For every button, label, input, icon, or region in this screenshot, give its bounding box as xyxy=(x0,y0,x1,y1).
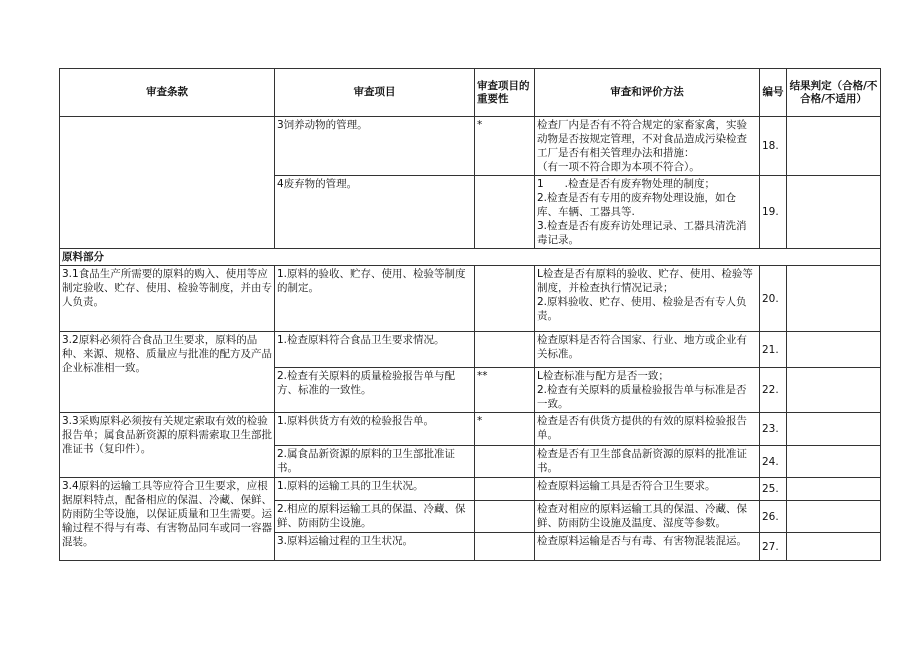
importance-cell: * xyxy=(475,413,535,446)
result-cell[interactable] xyxy=(787,176,881,249)
importance-cell xyxy=(475,478,535,501)
number-cell: 26. xyxy=(760,501,787,533)
number-cell: 24. xyxy=(760,446,787,478)
item-cell: 1.原料供货方有效的检验报告单。 xyxy=(275,413,475,446)
table-row xyxy=(60,117,881,176)
table-row xyxy=(60,332,881,368)
number-cell: 25. xyxy=(760,478,787,501)
item-cell: 2.相应的原料运输工具的保温、冷藏、保鲜、防雨防尘设施。 xyxy=(275,501,475,533)
item-cell: 2.检查有关原料的质量检验报告单与配方、标准的一致性。 xyxy=(275,368,475,413)
importance-cell: ** xyxy=(475,368,535,413)
result-cell[interactable] xyxy=(787,478,881,501)
result-cell[interactable] xyxy=(787,446,881,478)
clause-cell: 3.2原料必须符合食品卫生要求，原料的品种、来源、规格、质量应与批准的配方及产品企业标准相一致。 xyxy=(60,332,275,413)
method-cell: 1 .检查是否有废弃物处理的制度； 2.检查是否有专用的废弃物处理设施，如仓库、车辆、工器具等. 3.检查是否有废弃访处理记录、工器具清洗消毒记录。 xyxy=(535,176,760,249)
item-cell: 1.检查原料符合食品卫生要求情况。 xyxy=(275,332,475,368)
method-cell: L检查是否有原料的验收、贮存、使用、检验等制度，并检查执行情况记录； 2.原料验收、贮存、使用、检验是否有专人负责。 xyxy=(535,266,760,332)
method-cell: 检查是否有供货方提供的有效的原料检验报告单。 xyxy=(535,413,760,446)
importance-cell xyxy=(475,501,535,533)
item-cell: 3.原料运输过程的卫生状况。 xyxy=(275,533,475,561)
importance-cell xyxy=(475,332,535,368)
item-cell: 2.属食品新资源的原料的卫生部批准证书。 xyxy=(275,446,475,478)
table-row xyxy=(60,266,881,332)
importance-cell xyxy=(475,176,535,249)
clause-cell-empty xyxy=(60,117,275,249)
result-cell[interactable] xyxy=(787,266,881,332)
result-cell[interactable] xyxy=(787,413,881,446)
header-number: 编号 xyxy=(760,69,787,117)
table-row xyxy=(60,413,881,446)
importance-cell: * xyxy=(475,117,535,176)
number-cell: 23. xyxy=(760,413,787,446)
clause-cell: 3.3采购原料必须按有关规定索取有效的检验报告单；属食品新资源的原料需索取卫生部批准证书（复印件）。 xyxy=(60,413,275,478)
result-cell[interactable] xyxy=(787,368,881,413)
result-cell[interactable] xyxy=(787,501,881,533)
number-cell: 21. xyxy=(760,332,787,368)
importance-cell xyxy=(475,533,535,561)
section-row xyxy=(60,249,881,266)
number-cell: 27. xyxy=(760,533,787,561)
method-cell: 检查是否有卫生部食品新资源的原料的批准证书。 xyxy=(535,446,760,478)
audit-table xyxy=(59,68,881,561)
section-title: 原料部分 xyxy=(60,249,881,266)
number-cell: 20. xyxy=(760,266,787,332)
header-result: 结果判定（合格/不合格/不适用） xyxy=(787,69,881,117)
item-cell: 1.原料的运输工具的卫生状况。 xyxy=(275,478,475,501)
table-header-row xyxy=(60,69,881,117)
method-cell: 检查原料运输工具是否符合卫生要求。 xyxy=(535,478,760,501)
method-cell: 检查对相应的原料运输工具的保温、冷藏、保鲜、防雨防尘设施及温度、湿度等参数。 xyxy=(535,501,760,533)
method-cell: 检查原料运输是否与有毒、有害物混装混运。 xyxy=(535,533,760,561)
item-cell: 4废弃物的管理。 xyxy=(275,176,475,249)
number-cell: 18. xyxy=(760,117,787,176)
item-cell: 3饲养动物的管理。 xyxy=(275,117,475,176)
header-importance: 审查项目的重要性 xyxy=(475,69,535,117)
importance-cell xyxy=(475,446,535,478)
result-cell[interactable] xyxy=(787,533,881,561)
method-cell: 检查原料是否符合国家、行业、地方或企业有关标准。 xyxy=(535,332,760,368)
clause-cell: 3.1食品生产所需要的原料的购入、使用等应制定验收、贮存、使用、检验等制度，并由专人负责。 xyxy=(60,266,275,332)
header-clause: 审查条款 xyxy=(60,69,275,117)
number-cell: 22. xyxy=(760,368,787,413)
result-cell[interactable] xyxy=(787,332,881,368)
result-cell[interactable] xyxy=(787,117,881,176)
header-method: 审查和评价方法 xyxy=(535,69,760,117)
number-cell: 19. xyxy=(760,176,787,249)
header-item: 审查项目 xyxy=(275,69,475,117)
method-cell: L检查标准与配方是否一致； 2.检查有关原料的质量检验报告单与标准是否一致。 xyxy=(535,368,760,413)
item-cell: 1.原料的验收、贮存、使用、检验等制度的制定。 xyxy=(275,266,475,332)
method-cell: 检查厂内是否有不符合规定的家畜家禽，实验动物是否按规定管理，不对食品造成污染检查工厂是否有相关管理办法和措施： （有一项不符合即为本项不符合）。 xyxy=(535,117,760,176)
clause-cell: 3.4原料的运输工具等应符合卫生要求，应根据原料特点，配备相应的保温、冷藏、保鲜、防雨防尘等设施，以保证质量和卫生需要。运输过程不得与有毒、有害物品同车或同一容器混装。 xyxy=(60,478,275,561)
importance-cell xyxy=(475,266,535,332)
table-row xyxy=(60,478,881,501)
